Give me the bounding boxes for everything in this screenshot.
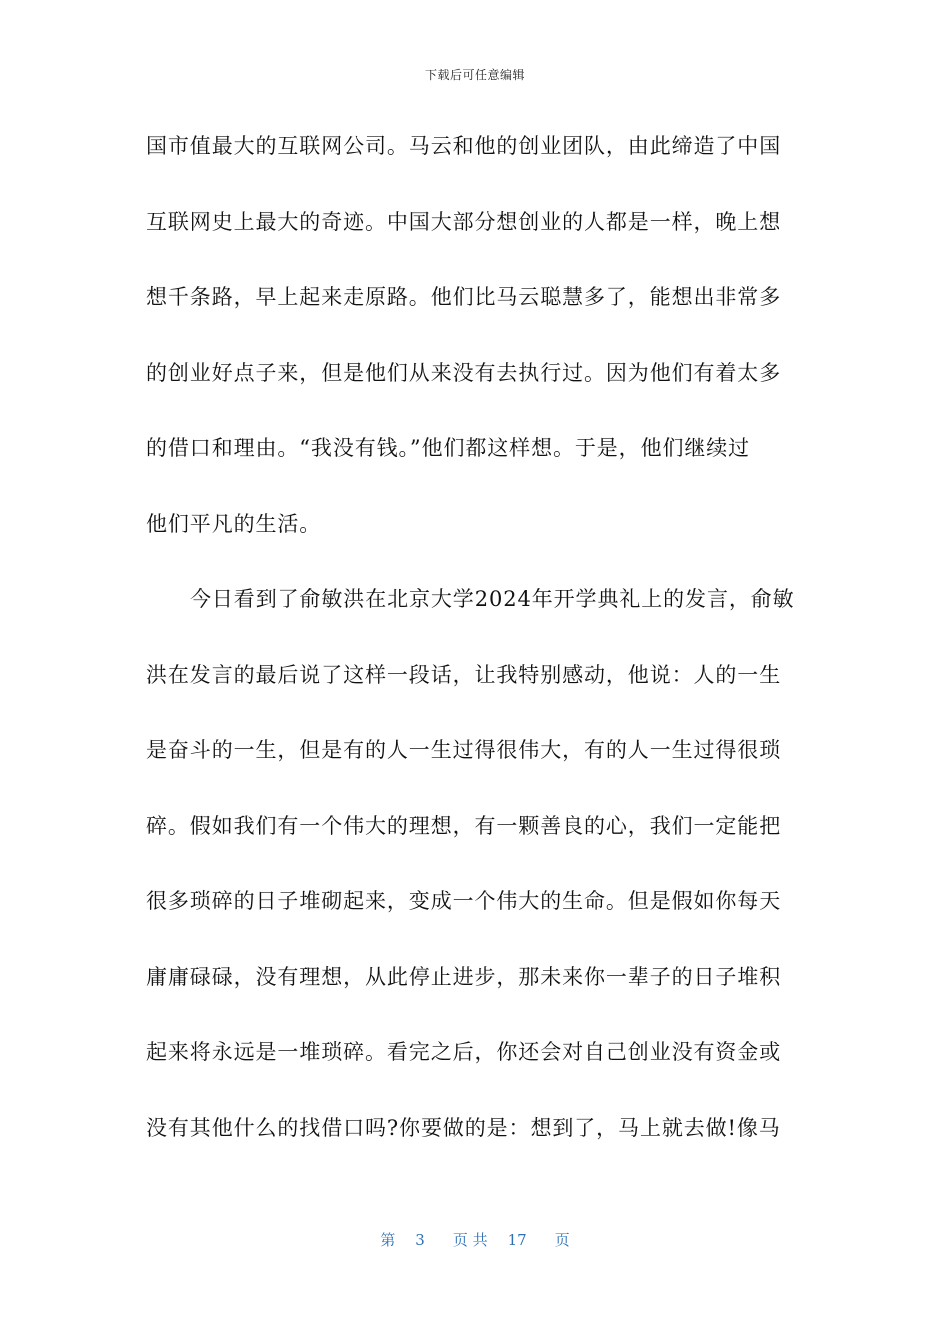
text-line: 碎。假如我们有一个伟大的理想，有一颗善良的心，我们一定能把 bbox=[146, 813, 782, 838]
text-line: 的借口和理由。“我没有钱。”他们都这样想。于是，他们继续过 bbox=[146, 436, 751, 460]
text-line: 很多琐碎的日子堆砌起来，变成一个伟大的生命。但是假如你每天 bbox=[146, 889, 782, 913]
page-header: 下载后可任意编辑 bbox=[424, 68, 525, 82]
text-line: 没有其他什么的找借口吗?你要做的是：想到了，马上就去做!像马 bbox=[146, 1115, 781, 1140]
document-body bbox=[146, 122, 798, 1179]
text-line: 洪在发言的最后说了这样一段话，让我特别感动，他说：人的一生 bbox=[146, 662, 782, 687]
page-footer bbox=[0, 1229, 950, 1250]
text-line: 互联网史上最大的奇迹。中国大部分想创业的人都是一样，晚上想 bbox=[146, 209, 782, 234]
text-line: 国市值最大的互联网公司。马云和他的创业团队，由此缔造了中国 bbox=[146, 134, 782, 158]
text-line: 他们平凡的生活。 bbox=[146, 511, 322, 536]
text-line: 想千条路，早上起来走原路。他们比马云聪慧多了，能想出非常多 bbox=[146, 285, 782, 309]
text-line: 是奋斗的一生，但是有的人一生过得很伟大，有的人一生过得很琐 bbox=[146, 738, 782, 762]
total-pages-number: 17 bbox=[507, 1231, 527, 1249]
footer-prefix: 第 bbox=[380, 1231, 396, 1249]
current-page-number: 3 bbox=[415, 1231, 425, 1249]
text-line: 庸庸碌碌，没有理想，从此停止进步，那未来你一辈子的日子堆积 bbox=[146, 964, 782, 989]
footer-middle: 页 共 bbox=[452, 1231, 488, 1249]
paragraph-start-line: 今日看到了俞敏洪在北京大学2024年开学典礼上的发言，俞敏 bbox=[190, 587, 795, 611]
text-line: 的创业好点子来，但是他们从来没有去执行过。因为他们有着太多 bbox=[146, 360, 782, 385]
text-line: 起来将永远是一堆琐碎。看完之后，你还会对自己创业没有资金或 bbox=[146, 1040, 782, 1064]
footer-suffix: 页 bbox=[554, 1231, 570, 1249]
